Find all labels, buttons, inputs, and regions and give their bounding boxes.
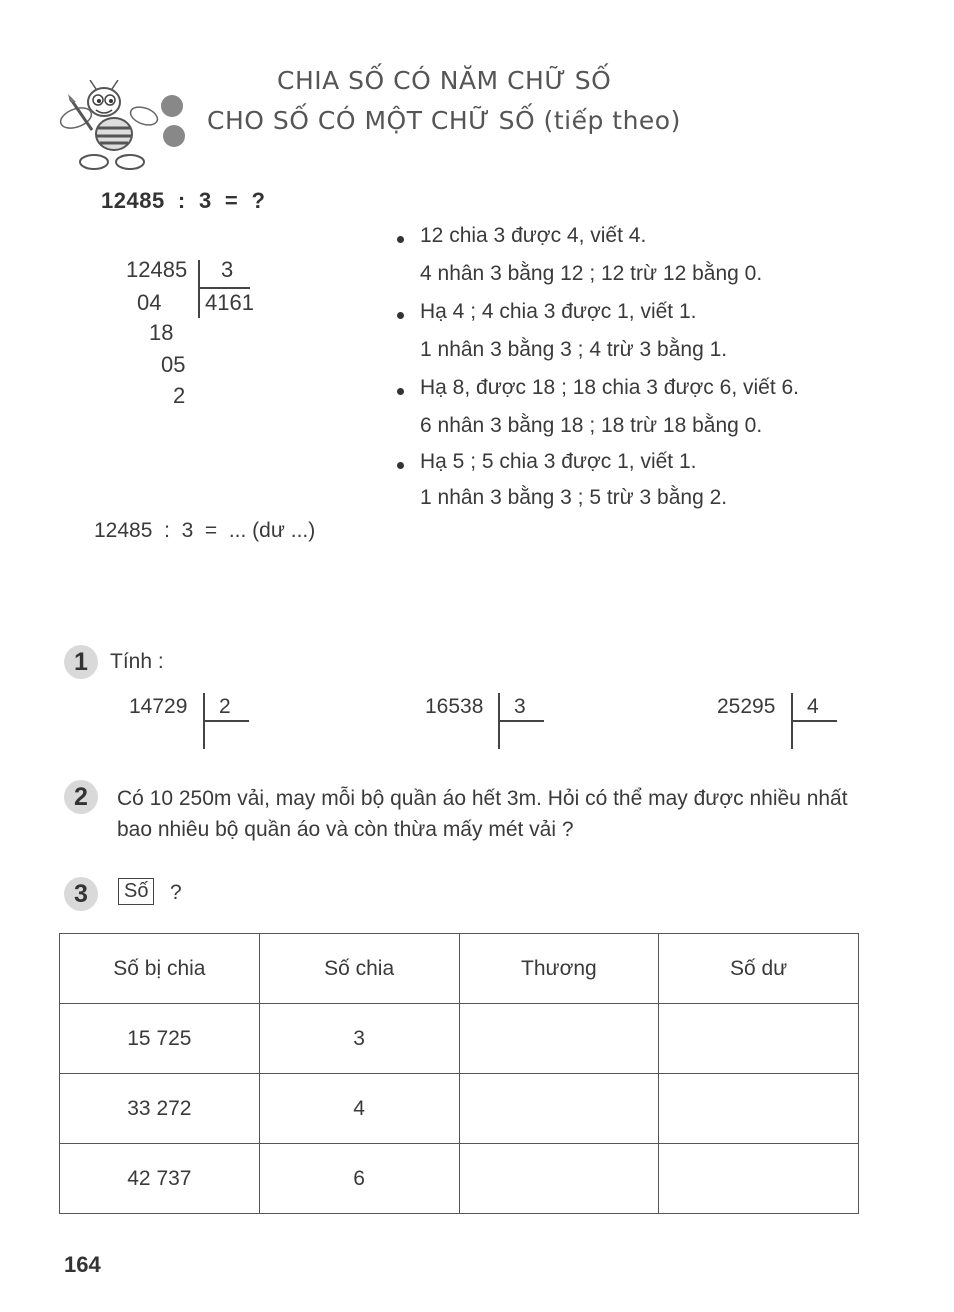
table-row [60,1004,859,1074]
step-line: Hạ 8, được 18 ; 18 chia 3 được 6, viết 6. [420,376,800,399]
example-expression: 12485 : 3 = ? [101,188,266,213]
exercise-3-number: 3 [64,877,98,911]
table-cell-blank[interactable] [459,1004,659,1074]
bullet-icon [397,312,404,319]
problem-dividend: 25295 [717,695,776,718]
title-dot-icon [163,125,185,147]
problem-divisor: 4 [807,695,819,718]
division-row: 04 [137,290,162,315]
exercise-3-question: ? [170,881,182,904]
example-result: 12485 : 3 = ... (dư ...) [94,519,316,542]
step-line: 4 nhân 3 bằng 12 ; 12 trừ 12 bằng 0. [420,262,763,285]
table-cell: 15 725 [60,1004,260,1074]
problem-dividend: 14729 [129,695,188,718]
table-cell: 42 737 [60,1144,260,1214]
table-cell: 4 [259,1074,459,1144]
division-table [59,933,859,1214]
exercise-1-label: Tính : [110,650,164,673]
step-line: 1 nhân 3 bằng 3 ; 4 trừ 3 bằng 1. [420,338,728,361]
division-row: 18 [149,320,174,345]
exercise-2-number: 2 [64,780,98,814]
table-cell-blank[interactable] [659,1004,859,1074]
division-divisor: 3 [221,257,234,282]
page-number: 164 [64,1252,101,1277]
division-horizontal-line [198,287,250,289]
problem-divisor: 2 [219,695,231,718]
table-cell: 3 [259,1004,459,1074]
division-horizontal-line [498,720,544,722]
table-row [60,1074,859,1144]
division-horizontal-line [203,720,249,722]
title-dot-icon [161,95,183,117]
exercise-1-number: 1 [64,645,98,679]
division-row: 05 [161,352,186,377]
division-horizontal-line [791,720,837,722]
problem-dividend: 16538 [425,695,484,718]
table-cell-blank[interactable] [659,1144,859,1214]
table-header-cell: Số chia [259,934,459,1004]
division-row: 2 [173,383,186,408]
step-line: Hạ 4 ; 4 chia 3 được 1, viết 1. [420,300,697,323]
step-line: 12 chia 3 được 4, viết 4. [420,224,647,247]
bee-mascot-icon [56,80,166,172]
bullet-icon [397,236,404,243]
bullet-icon [397,462,404,469]
step-line: Hạ 5 ; 5 chia 3 được 1, viết 1. [420,450,697,473]
table-cell: 6 [259,1144,459,1214]
bullet-icon [397,388,404,395]
table-cell: 33 272 [60,1074,260,1144]
table-cell-blank[interactable] [659,1074,859,1144]
step-line: 1 nhân 3 bằng 3 ; 5 trừ 3 bằng 2. [420,486,728,509]
page-title-line1: CHIA SỐ CÓ NĂM CHỮ SỐ [277,66,612,95]
table-cell-blank[interactable] [459,1074,659,1144]
exercise-2-line2: bao nhiêu bộ quần áo và còn thừa mấy mét vải ? [117,818,574,841]
table-header-row [60,934,859,1004]
table-header-cell: Số dư [659,934,859,1004]
table-cell-blank[interactable] [459,1144,659,1214]
step-line: 6 nhân 3 bằng 18 ; 18 trừ 18 bằng 0. [420,414,763,437]
table-header-cell: Thương [459,934,659,1004]
division-vertical-line [198,260,200,318]
exercise-2-line1: Có 10 250m vải, may mỗi bộ quần áo hết 3m. Hỏi có thể may được nhiều nhất [117,787,848,810]
so-label-box: Số [118,878,154,905]
division-dividend: 12485 [126,257,188,282]
table-row [60,1144,859,1214]
division-quotient: 4161 [205,290,254,315]
problem-divisor: 3 [514,695,526,718]
table-header-cell: Số bị chia [60,934,260,1004]
page-title-line2: CHO SỐ CÓ MỘT CHỮ SỐ (tiếp theo) [207,106,681,135]
